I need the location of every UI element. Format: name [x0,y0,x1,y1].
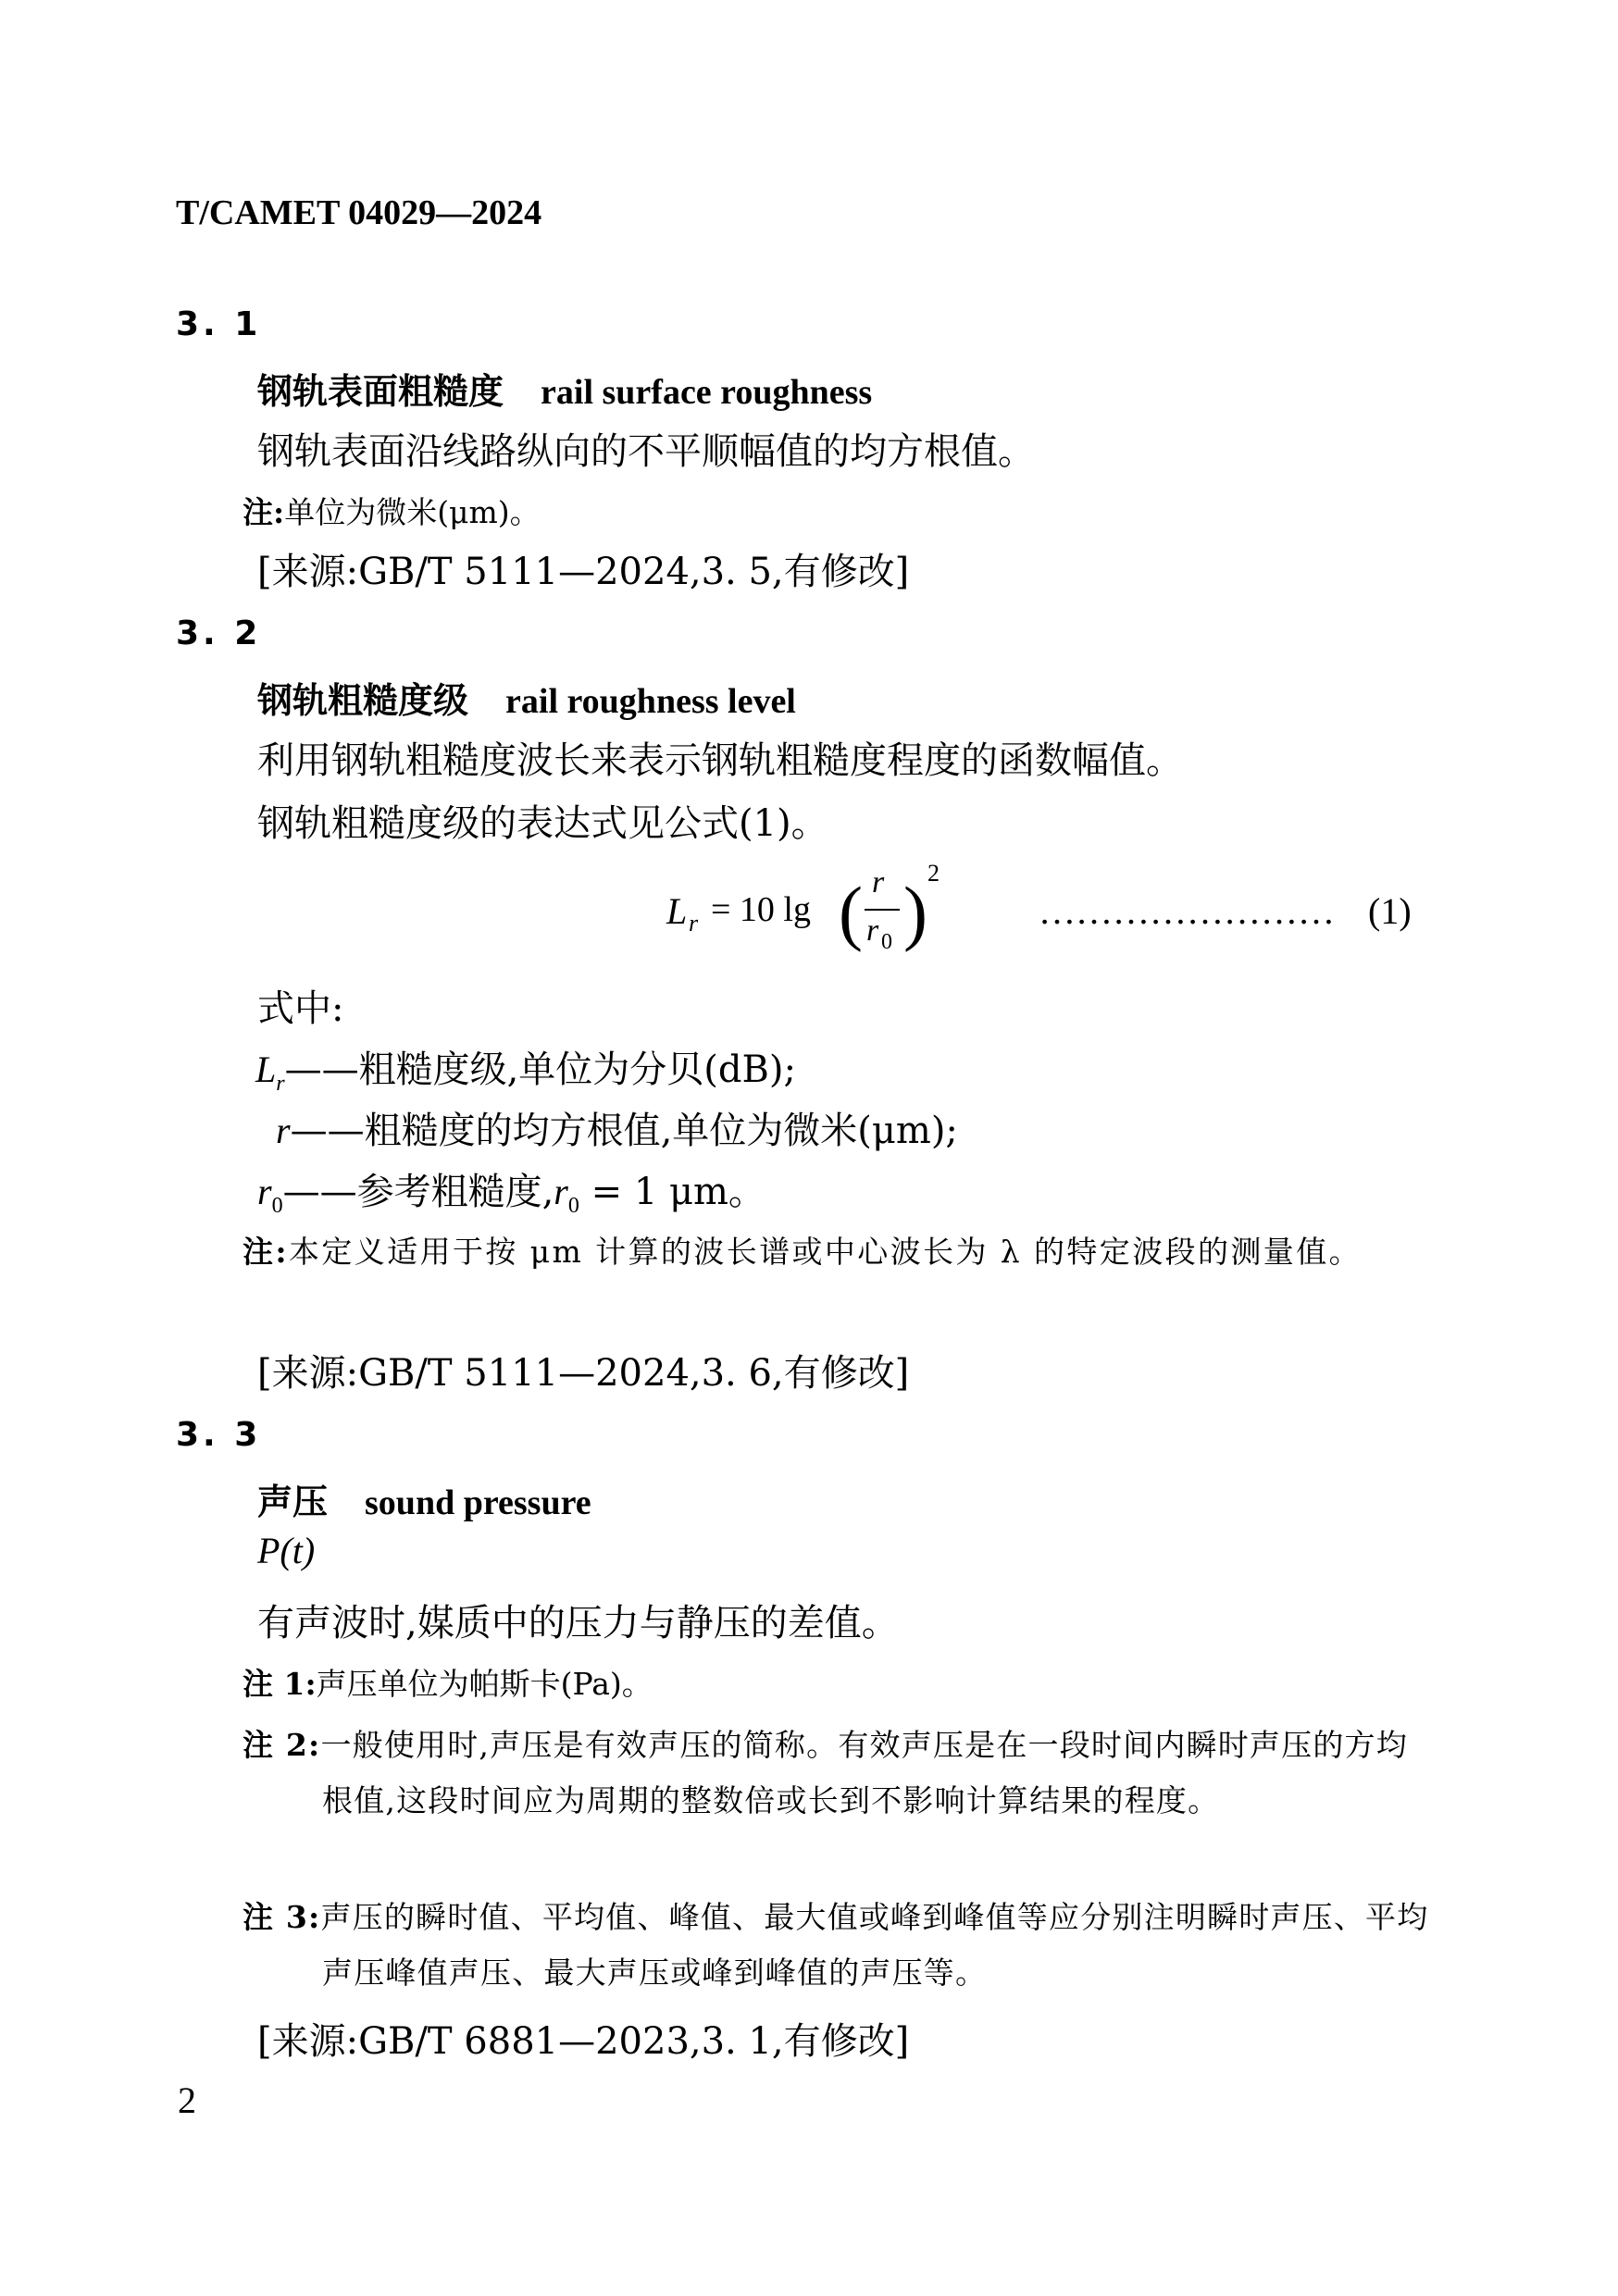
section-number: 3. 3 [176,1416,262,1454]
note-text: 本定义适用于按 μm 计算的波长谱或中心波长为 λ 的特定波段的测量值。 [288,1234,1362,1270]
note-label: 注 2: [243,1727,321,1763]
term-en: rail roughness level [505,682,796,721]
var-symbol: r [257,1171,272,1212]
note-text: 单位为微米(μm)。 [284,494,541,530]
eq-lhs: L [666,890,688,932]
definition-text: 钢轨表面沿线路纵向的不平顺幅值的均方根值。 [257,430,1035,473]
note [243,489,541,532]
note-label: 注: [243,494,285,530]
note-text: 声压的瞬时值、平均值、峰值、最大值或峰到峰值等应分别注明瞬时声压、平均声压峰值声压、最大声压或峰到峰值的声压等。 [320,1899,1429,1991]
var-tail-subscript: 0 [567,1194,579,1218]
eq-denominator: r [866,913,879,948]
fraction-bar [865,909,900,911]
note-text: 一般使用时,声压是有效声压的简称。有效声压是在一段时间内瞬时声压的方均根值,这段时间应为周期的整数倍或长到不影响计算结果的程度。 [320,1727,1408,1818]
source-reference: [来源:GB/T 5111—2024,3. 6,有修改] [257,1352,910,1395]
eq-power: 2 [927,860,940,887]
term-heading [257,363,872,414]
term-heading [257,1473,591,1524]
eq-left-paren: ( [839,872,863,952]
definition-text: 利用钢轨粗糙度波长来表示钢轨粗糙度程度的函数幅值。 [257,739,1183,782]
term-en: rail surface roughness [541,373,873,412]
term-zh: 钢轨表面粗糙度 [257,370,504,412]
eq-denominator-sub: 0 [881,930,892,954]
variable-line [257,1162,765,1219]
section-number: 3. 1 [176,305,262,343]
definition-text: 有声波时,媒质中的压力与静压的差值。 [257,1602,899,1644]
definition-text-2: 钢轨粗糙度级的表达式见公式(1)。 [257,802,828,845]
eq-numerator: r [872,865,885,900]
note [243,1660,653,1704]
where-label: 式中: [257,987,344,1030]
eq-rhs: = 10 lg [711,890,811,929]
note [243,1890,1435,2001]
term-en: sound pressure [365,1483,591,1522]
note-label: 注: [243,1234,289,1270]
note-label: 注 3: [243,1899,321,1935]
note-text: 声压单位为帕斯卡(Pa)。 [316,1666,653,1702]
eq-lhs-sub: r [689,910,699,937]
equation-dots: …………………… [1039,890,1335,932]
section-number: 3. 2 [176,614,262,652]
note [176,1224,1435,1280]
note-label: 注 1: [243,1666,317,1702]
page-number: 2 [178,2079,196,2121]
eq-right-paren: ) [903,872,927,952]
source-reference: [来源:GB/T 5111—2024,3. 5,有修改] [257,551,910,593]
var-description: ——粗糙度的均方根值,单位为微米(μm); [290,1110,958,1152]
var-subscript: 0 [271,1194,283,1218]
var-symbol: L [255,1049,277,1090]
var-tail: = 1 μm。 [579,1171,765,1213]
variable-line [255,1040,796,1097]
equation-number: (1) [1368,890,1412,932]
term-zh: 钢轨粗糙度级 [257,679,469,721]
term-zh: 声压 [257,1481,329,1522]
term-symbol: P(t) [257,1530,316,1571]
var-description: ——参考粗糙度, [282,1171,554,1213]
var-symbol: r [276,1110,291,1151]
var-description: ——粗糙度级,单位为分贝(dB); [284,1049,796,1091]
source-reference: [来源:GB/T 6881—2023,3. 1,有修改] [257,2020,910,2063]
equation-1 [666,860,944,967]
var-tail-symbol: r [554,1171,568,1212]
var-subscript: r [276,1072,285,1096]
note [243,1718,1435,1829]
variable-line [276,1101,958,1154]
document-code-header: T/CAMET 04029—2024 [176,193,542,232]
term-heading [257,672,796,723]
